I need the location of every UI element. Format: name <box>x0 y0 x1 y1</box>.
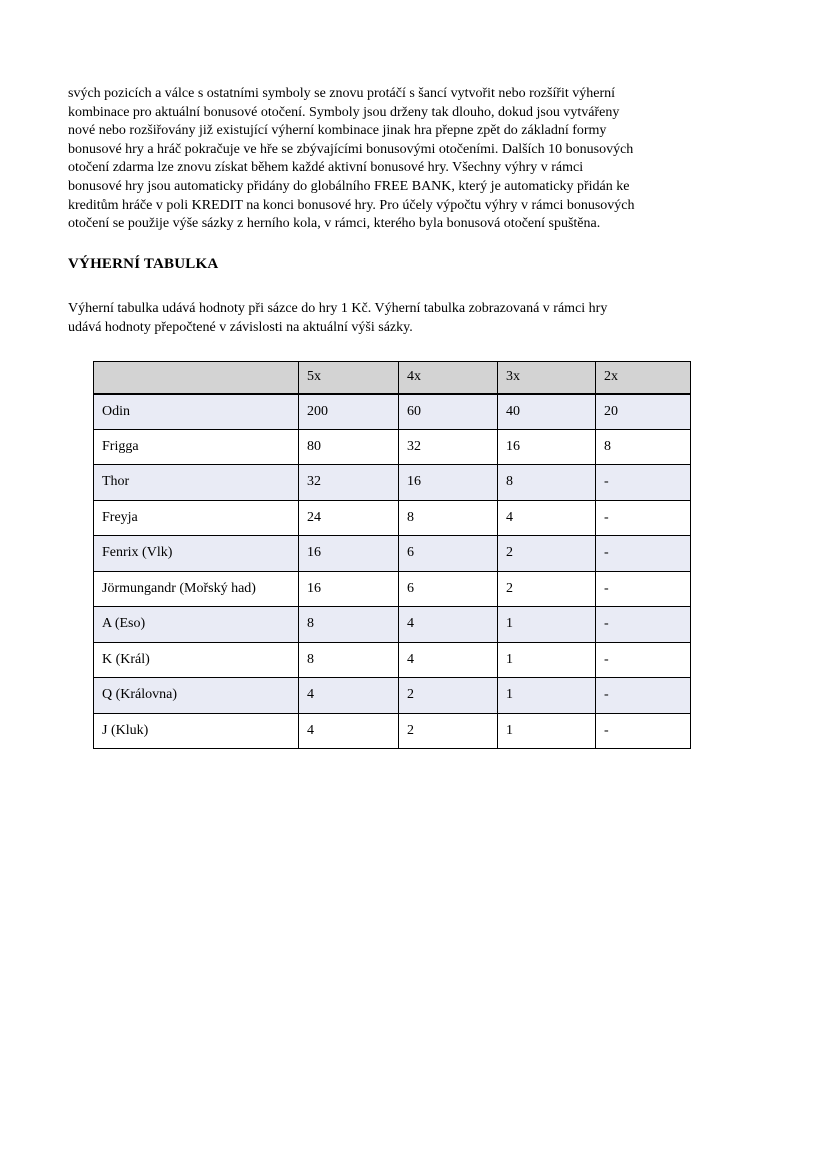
text-line: nové nebo rozšiřovány již existující výherní kombinace jinak hra přepne zpět do základní formy <box>68 123 607 139</box>
table-row <box>94 500 691 536</box>
payout-value: - <box>596 678 691 714</box>
paragraph-bonus-rules <box>68 85 768 234</box>
payout-value: 8 <box>399 500 498 536</box>
payout-value: 4 <box>299 678 399 714</box>
payout-value: 2 <box>498 571 596 607</box>
payout-value: 16 <box>399 465 498 501</box>
table-row <box>94 429 691 465</box>
payout-value: - <box>596 465 691 501</box>
payout-value: 1 <box>498 642 596 678</box>
payout-value: 1 <box>498 607 596 643</box>
symbol-name: K (Král) <box>94 642 299 678</box>
payout-value: 24 <box>299 500 399 536</box>
table-row <box>94 713 691 749</box>
symbol-name: Frigga <box>94 429 299 465</box>
payout-value: 200 <box>299 394 399 430</box>
text-line: Výherní tabulka udává hodnoty při sázce do hry 1 Kč. Výherní tabulka zobrazovaná v rámci hry <box>68 301 608 316</box>
paytable <box>93 361 691 749</box>
payout-value: 8 <box>596 429 691 465</box>
symbol-name: Odin <box>94 394 299 430</box>
payout-value: 2 <box>399 678 498 714</box>
payout-value: 6 <box>399 536 498 572</box>
text-line: udává hodnoty přepočtené v závislosti na aktuální výši sázky. <box>68 319 413 335</box>
symbol-column-header <box>94 362 299 394</box>
payout-value: 40 <box>498 394 596 430</box>
table-row <box>94 607 691 643</box>
payout-value: - <box>596 571 691 607</box>
table-row <box>94 536 691 572</box>
symbol-name: A (Eso) <box>94 607 299 643</box>
symbol-name: Q (Královna) <box>94 678 299 714</box>
table-row <box>94 465 691 501</box>
payout-value: - <box>596 500 691 536</box>
symbol-name: Fenrix (Vlk) <box>94 536 299 572</box>
table-row <box>94 394 691 430</box>
table-row <box>94 571 691 607</box>
payout-value: - <box>596 536 691 572</box>
payout-value: 8 <box>299 607 399 643</box>
payout-value: 32 <box>399 429 498 465</box>
symbol-name: Jörmungandr (Mořský had) <box>94 571 299 607</box>
symbol-name: Thor <box>94 465 299 501</box>
multiplier-column-header: 2x <box>596 362 691 394</box>
payout-value: 16 <box>498 429 596 465</box>
multiplier-column-header: 3x <box>498 362 596 394</box>
payout-value: 60 <box>399 394 498 430</box>
payout-value: 80 <box>299 429 399 465</box>
text-line: bonusové hry jsou automaticky přidány do globálního FREE BANK, který je automaticky přidán ke <box>68 178 630 194</box>
text-line: otočení zdarma lze znovu získat během každé aktivní bonusové hry. Všechny výhry v rámci <box>68 160 584 176</box>
paragraph-paytable-intro <box>68 300 768 337</box>
text-line: svých pozicích a válce s ostatními symboly se znovu protáčí s šancí vytvořit nebo rozšířit výherní <box>68 86 616 101</box>
payout-value: 4 <box>498 500 596 536</box>
payout-value: 2 <box>498 536 596 572</box>
table-row <box>94 642 691 678</box>
payout-value: 4 <box>299 713 399 749</box>
multiplier-column-header: 5x <box>299 362 399 394</box>
table-row <box>94 678 691 714</box>
payout-value: 8 <box>299 642 399 678</box>
paytable-header-row <box>94 362 691 394</box>
section-heading: VÝHERNÍ TABULKA <box>68 256 219 272</box>
symbol-name: Freyja <box>94 500 299 536</box>
payout-value: - <box>596 607 691 643</box>
payout-value: 8 <box>498 465 596 501</box>
payout-value: 4 <box>399 642 498 678</box>
text-line: kombinace pro aktuální bonusové otočení. Symboly jsou drženy tak dlouho, dokud jsou vytvářeny <box>68 104 620 120</box>
symbol-name: J (Kluk) <box>94 713 299 749</box>
payout-value: 6 <box>399 571 498 607</box>
payout-value: 16 <box>299 536 399 572</box>
payout-value: 4 <box>399 607 498 643</box>
payout-value: 20 <box>596 394 691 430</box>
text-line: otočení se použije výše sázky z herního kola, v rámci, kterého byla bonusová otočení spuštěna. <box>68 216 601 232</box>
text-line: kreditům hráče v poli KREDIT na konci bonusové hry. Pro účely výpočtu výhry v rámci bonusových <box>68 197 635 213</box>
payout-value: 16 <box>299 571 399 607</box>
payout-value: - <box>596 713 691 749</box>
payout-value: 32 <box>299 465 399 501</box>
text-line: bonusové hry a hráč pokračuje ve hře se zbývajícími bonusovými otočeními. Dalších 10 bonusových <box>68 141 634 157</box>
payout-value: - <box>596 642 691 678</box>
multiplier-column-header: 4x <box>399 362 498 394</box>
payout-value: 1 <box>498 678 596 714</box>
payout-value: 2 <box>399 713 498 749</box>
payout-value: 1 <box>498 713 596 749</box>
